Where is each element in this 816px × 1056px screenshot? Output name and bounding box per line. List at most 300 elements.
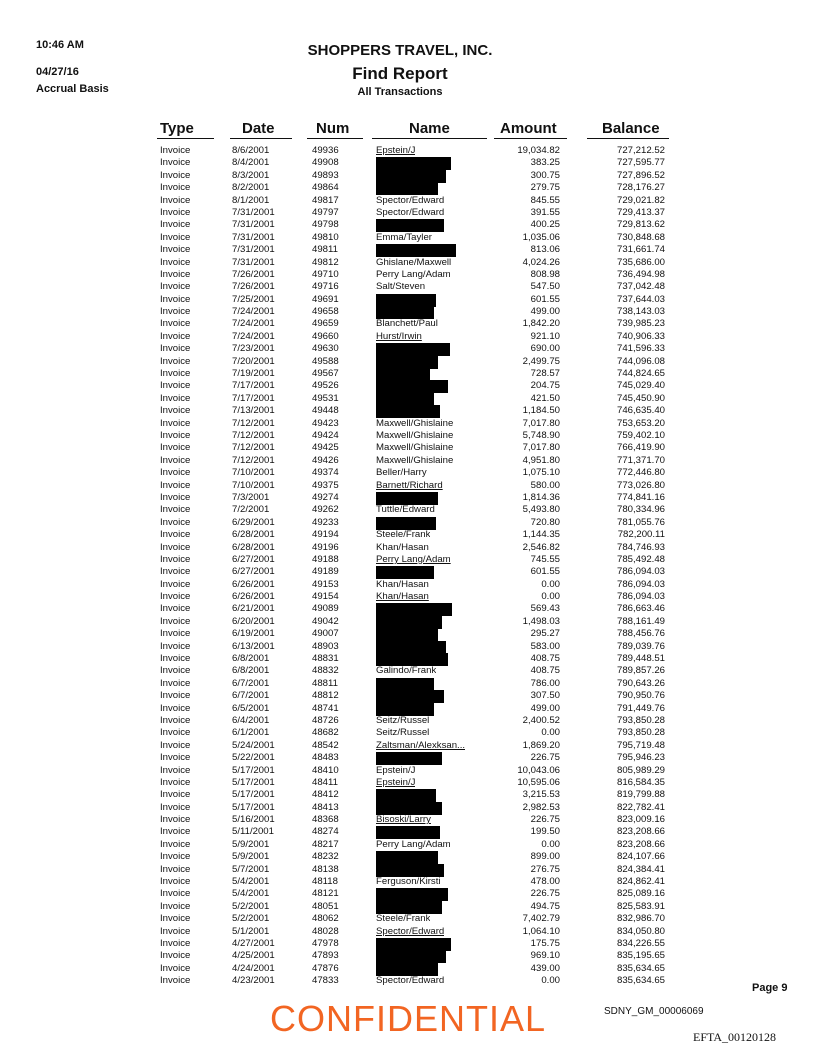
cell-name: Galindo/Frank	[376, 665, 437, 677]
cell-date: 4/23/2001	[232, 975, 275, 987]
cell-num: 49425	[312, 442, 339, 454]
cell-balance: 771,371.70	[616, 454, 665, 466]
cell-date: 5/4/2001	[232, 876, 270, 888]
table-row	[0, 913, 816, 925]
cell-date: 5/16/2001	[232, 814, 275, 826]
cell-type: Invoice	[160, 653, 191, 665]
cell-num: 49531	[312, 392, 339, 404]
report-subtitle: All Transactions	[357, 86, 443, 98]
cell-num: 49153	[312, 578, 339, 590]
cell-type: Invoice	[160, 566, 191, 578]
table-row	[0, 356, 816, 368]
cell-num: 49660	[312, 330, 339, 342]
cell-balance: 790,643.26	[616, 677, 665, 689]
cell-balance: 786,094.03	[616, 591, 665, 603]
redaction-block	[376, 244, 456, 257]
cell-balance: 745,450.90	[616, 392, 665, 404]
cell-num: 49007	[312, 628, 339, 640]
cell-amount: 580.00	[530, 479, 560, 491]
cell-amount: 204.75	[530, 380, 560, 392]
column-header-name: Name	[409, 120, 450, 137]
cell-num: 49526	[312, 380, 339, 392]
cell-date: 5/2/2001	[232, 900, 270, 912]
cell-amount: 808.98	[530, 268, 560, 280]
cell-balance: 739,985.23	[616, 318, 665, 330]
cell-type: Invoice	[160, 268, 191, 280]
cell-balance: 786,663.46	[616, 603, 665, 615]
redaction-block	[376, 864, 444, 877]
cell-date: 5/22/2001	[232, 752, 275, 764]
cell-balance: 795,946.23	[616, 752, 665, 764]
cell-type: Invoice	[160, 392, 191, 404]
table-row	[0, 628, 816, 640]
cell-balance: 824,384.41	[616, 863, 665, 875]
cell-num: 49042	[312, 615, 339, 627]
cell-name: Hurst/Irwin	[376, 330, 422, 342]
cell-type: Invoice	[160, 244, 191, 256]
cell-date: 6/19/2001	[232, 628, 275, 640]
table-row	[0, 455, 816, 467]
cell-type: Invoice	[160, 467, 191, 479]
cell-num: 49811	[312, 244, 338, 256]
cell-type: Invoice	[160, 826, 191, 838]
cell-date: 7/10/2001	[232, 467, 275, 479]
cell-type: Invoice	[160, 591, 191, 603]
cell-num: 47833	[312, 975, 339, 987]
cell-amount: 0.00	[541, 727, 560, 739]
cell-amount: 400.25	[530, 219, 560, 231]
cell-name: Barnett/Richard	[376, 479, 443, 491]
cell-date: 6/27/2001	[232, 566, 275, 578]
redaction-block	[376, 294, 436, 307]
cell-balance: 786,094.03	[616, 578, 665, 590]
redaction-block	[376, 703, 434, 716]
cell-date: 8/2/2001	[232, 182, 270, 194]
cell-balance: 741,596.33	[616, 343, 665, 355]
cell-name: Salt/Steven	[376, 281, 426, 293]
cell-type: Invoice	[160, 888, 191, 900]
cell-num: 49196	[312, 541, 339, 553]
table-row	[0, 901, 816, 913]
cell-type: Invoice	[160, 764, 191, 776]
cell-balance: 738,143.03	[616, 306, 665, 318]
cell-num: 48118	[312, 876, 338, 888]
table-row	[0, 963, 816, 975]
cell-name: Khan/Hasan	[376, 578, 429, 590]
table-row	[0, 864, 816, 876]
cell-date: 8/1/2001	[232, 194, 270, 206]
cell-amount: 601.55	[530, 566, 560, 578]
redaction-block	[376, 157, 451, 170]
cell-balance: 793,850.28	[616, 714, 665, 726]
cell-amount: 226.75	[530, 888, 560, 900]
cell-date: 7/24/2001	[232, 318, 275, 330]
cell-type: Invoice	[160, 318, 191, 330]
cell-amount: 547.50	[530, 281, 560, 293]
cell-num: 48028	[312, 925, 339, 937]
cell-balance: 823,208.66	[616, 838, 665, 850]
cell-num: 48741	[312, 702, 339, 714]
cell-amount: 2,982.53	[522, 801, 560, 813]
cell-date: 5/24/2001	[232, 739, 275, 751]
cell-date: 5/4/2001	[232, 888, 270, 900]
redaction-block	[376, 851, 438, 864]
table-row	[0, 318, 816, 330]
cell-type: Invoice	[160, 442, 191, 454]
cell-amount: 300.75	[530, 169, 560, 181]
table-row	[0, 418, 816, 430]
cell-type: Invoice	[160, 938, 191, 949]
table-row	[0, 765, 816, 777]
column-header-balance: Balance	[602, 120, 660, 137]
cell-name: Tuttle/Edward	[376, 504, 435, 516]
cell-type: Invoice	[160, 876, 191, 888]
cell-balance: 823,208.66	[616, 826, 665, 838]
cell-date: 5/2/2001	[232, 913, 270, 925]
cell-date: 8/6/2001	[232, 145, 270, 156]
cell-date: 6/28/2001	[232, 541, 275, 553]
cell-date: 6/4/2001	[232, 714, 270, 726]
cell-name: Blanchett/Paul	[376, 318, 438, 330]
table-row	[0, 554, 816, 566]
cell-balance: 774,841.16	[616, 491, 665, 503]
cell-num: 49567	[312, 368, 339, 380]
cell-num: 47978	[312, 938, 339, 949]
cell-amount: 408.75	[530, 665, 560, 677]
cell-balance: 785,492.48	[616, 553, 665, 565]
cell-amount: 0.00	[541, 975, 560, 987]
cell-date: 6/26/2001	[232, 591, 275, 603]
cell-date: 7/25/2001	[232, 293, 275, 305]
cell-amount: 10,595.06	[517, 776, 560, 788]
table-row	[0, 603, 816, 615]
cell-date: 6/13/2001	[232, 640, 275, 652]
cell-amount: 499.00	[530, 702, 560, 714]
table-row	[0, 975, 816, 987]
cell-balance: 737,644.03	[616, 293, 665, 305]
cell-amount: 1,498.03	[522, 615, 560, 627]
redaction-block	[376, 802, 442, 815]
cell-name: Spector/Edward	[376, 194, 445, 206]
cell-amount: 307.50	[530, 690, 560, 702]
cell-date: 7/12/2001	[232, 417, 275, 429]
cell-balance: 789,448.51	[616, 653, 665, 665]
report-basis: Accrual Basis	[36, 83, 109, 95]
cell-amount: 19,034.82	[517, 145, 560, 156]
cell-balance: 772,446.80	[616, 467, 665, 479]
cell-type: Invoice	[160, 368, 191, 380]
cell-amount: 1,869.20	[522, 739, 560, 751]
cell-type: Invoice	[160, 789, 191, 801]
cell-date: 4/27/2001	[232, 938, 275, 949]
redaction-block	[376, 393, 434, 406]
table-row	[0, 529, 816, 541]
cell-balance: 746,635.40	[616, 405, 665, 417]
cell-num: 48062	[312, 913, 339, 925]
cell-type: Invoice	[160, 851, 191, 863]
cell-balance: 740,906.33	[616, 330, 665, 342]
cell-balance: 823,009.16	[616, 814, 665, 826]
cell-date: 4/25/2001	[232, 950, 275, 962]
cell-balance: 824,862.41	[616, 876, 665, 888]
report-title: Find Report	[352, 64, 448, 83]
table-row	[0, 207, 816, 219]
cell-balance: 825,583.91	[616, 900, 665, 912]
report-time: 10:46 AM	[36, 39, 84, 51]
cell-balance: 790,950.76	[616, 690, 665, 702]
column-header-amount: Amount	[500, 120, 557, 137]
cell-date: 5/9/2001	[232, 838, 270, 850]
cell-amount: 4,024.26	[522, 256, 560, 268]
cell-balance: 780,334.96	[616, 504, 665, 516]
cell-num: 48232	[312, 851, 339, 863]
cell-type: Invoice	[160, 553, 191, 565]
cell-date: 7/31/2001	[232, 219, 275, 231]
cell-type: Invoice	[160, 380, 191, 392]
redaction-block	[376, 789, 436, 802]
redaction-block	[376, 901, 442, 914]
table-row	[0, 839, 816, 851]
cell-balance: 731,661.74	[616, 244, 665, 256]
cell-name: Maxwell/Ghislaine	[376, 417, 454, 429]
header-underline-balance	[587, 138, 669, 139]
cell-name: Steele/Frank	[376, 529, 431, 541]
cell-date: 6/8/2001	[232, 665, 270, 677]
cell-type: Invoice	[160, 293, 191, 305]
cell-balance: 791,449.76	[616, 702, 665, 714]
cell-balance: 819,799.88	[616, 789, 665, 801]
table-row	[0, 170, 816, 182]
cell-type: Invoice	[160, 615, 191, 627]
cell-name: Perry Lang/Adam	[376, 553, 451, 565]
cell-num: 48411	[312, 776, 338, 788]
cell-num: 48274	[312, 826, 339, 838]
table-row	[0, 343, 816, 355]
cell-num: 48831	[312, 653, 339, 665]
cell-type: Invoice	[160, 206, 191, 218]
cell-num: 48051	[312, 900, 339, 912]
cell-num: 48368	[312, 814, 339, 826]
cell-date: 6/8/2001	[232, 653, 270, 665]
table-row	[0, 566, 816, 578]
cell-date: 7/12/2001	[232, 454, 275, 466]
cell-num: 49810	[312, 231, 339, 243]
cell-type: Invoice	[160, 838, 191, 850]
cell-balance: 735,686.00	[616, 256, 665, 268]
table-row	[0, 157, 816, 169]
cell-amount: 2,400.52	[522, 714, 560, 726]
cell-balance: 824,107.66	[616, 851, 665, 863]
cell-date: 8/4/2001	[232, 157, 270, 169]
cell-name: Seitz/Russel	[376, 714, 430, 726]
cell-amount: 391.55	[530, 206, 560, 218]
cell-amount: 7,017.80	[522, 442, 560, 454]
cell-amount: 226.75	[530, 814, 560, 826]
cell-balance: 737,042.48	[616, 281, 665, 293]
redaction-block	[376, 306, 434, 319]
table-row	[0, 950, 816, 962]
cell-type: Invoice	[160, 343, 191, 355]
table-row	[0, 244, 816, 256]
cell-num: 49588	[312, 355, 339, 367]
table-row	[0, 616, 816, 628]
cell-type: Invoice	[160, 752, 191, 764]
cell-balance: 795,719.48	[616, 739, 665, 751]
cell-name: Perry Lang/Adam	[376, 268, 451, 280]
table-row	[0, 306, 816, 318]
cell-type: Invoice	[160, 925, 191, 937]
cell-date: 7/20/2001	[232, 355, 275, 367]
cell-date: 5/7/2001	[232, 863, 270, 875]
cell-date: 7/24/2001	[232, 306, 275, 318]
cell-amount: 1,814.36	[522, 491, 560, 503]
cell-type: Invoice	[160, 529, 191, 541]
column-header-date: Date	[242, 120, 275, 137]
cell-type: Invoice	[160, 417, 191, 429]
redaction-block	[376, 603, 452, 616]
redaction-block	[376, 405, 440, 418]
cell-type: Invoice	[160, 962, 191, 974]
cell-name: Epstein/J	[376, 776, 416, 788]
cell-type: Invoice	[160, 727, 191, 739]
cell-amount: 7,017.80	[522, 417, 560, 429]
table-row	[0, 492, 816, 504]
transaction-table	[0, 145, 816, 988]
cell-name: Perry Lang/Adam	[376, 838, 451, 850]
cell-balance: 793,850.28	[616, 727, 665, 739]
redaction-block	[376, 356, 438, 369]
table-row	[0, 579, 816, 591]
cell-type: Invoice	[160, 479, 191, 491]
cell-amount: 276.75	[530, 863, 560, 875]
cell-num: 49812	[312, 256, 339, 268]
cell-num: 48811	[312, 677, 338, 689]
cell-amount: 2,499.75	[522, 355, 560, 367]
redaction-block	[376, 517, 436, 530]
cell-num: 49936	[312, 145, 339, 156]
cell-num: 49423	[312, 417, 339, 429]
header-underline-date	[230, 138, 292, 139]
table-row	[0, 182, 816, 194]
cell-type: Invoice	[160, 578, 191, 590]
table-row	[0, 294, 816, 306]
table-row	[0, 442, 816, 454]
cell-balance: 835,195.65	[616, 950, 665, 962]
cell-date: 6/27/2001	[232, 553, 275, 565]
table-row	[0, 777, 816, 789]
cell-num: 48121	[312, 888, 339, 900]
cell-amount: 10,043.06	[517, 764, 560, 776]
table-row	[0, 542, 816, 554]
cell-type: Invoice	[160, 541, 191, 553]
header-underline-amount	[494, 138, 567, 139]
cell-date: 7/17/2001	[232, 392, 275, 404]
cell-date: 7/12/2001	[232, 429, 275, 441]
cell-date: 6/21/2001	[232, 603, 275, 615]
cell-balance: 730,848.68	[616, 231, 665, 243]
cell-type: Invoice	[160, 516, 191, 528]
cell-type: Invoice	[160, 157, 191, 169]
cell-type: Invoice	[160, 145, 191, 156]
cell-type: Invoice	[160, 330, 191, 342]
cell-balance: 822,782.41	[616, 801, 665, 813]
cell-amount: 1,842.20	[522, 318, 560, 330]
redaction-block	[376, 616, 442, 629]
cell-balance: 759,402.10	[616, 429, 665, 441]
cell-balance: 784,746.93	[616, 541, 665, 553]
cell-num: 48832	[312, 665, 339, 677]
cell-date: 6/20/2001	[232, 615, 275, 627]
cell-type: Invoice	[160, 194, 191, 206]
cell-amount: 226.75	[530, 752, 560, 764]
cell-date: 5/9/2001	[232, 851, 270, 863]
cell-type: Invoice	[160, 256, 191, 268]
cell-num: 47893	[312, 950, 339, 962]
cell-date: 5/11/2001	[232, 826, 274, 838]
cell-num: 48903	[312, 640, 339, 652]
cell-num: 49154	[312, 591, 339, 603]
table-row	[0, 665, 816, 677]
cell-amount: 0.00	[541, 591, 560, 603]
header-underline-num	[307, 138, 363, 139]
cell-type: Invoice	[160, 219, 191, 231]
cell-num: 49262	[312, 504, 339, 516]
cell-num: 49710	[312, 268, 339, 280]
cell-type: Invoice	[160, 714, 191, 726]
cell-amount: 969.10	[530, 950, 560, 962]
cell-type: Invoice	[160, 306, 191, 318]
redaction-block	[376, 219, 444, 232]
cell-amount: 813.06	[530, 244, 560, 256]
cell-date: 6/7/2001	[232, 677, 270, 689]
cell-balance: 786,094.03	[616, 566, 665, 578]
cell-balance: 835,634.65	[616, 975, 665, 987]
cell-balance: 766,419.90	[616, 442, 665, 454]
cell-name: Epstein/J	[376, 145, 416, 156]
cell-date: 7/31/2001	[232, 256, 275, 268]
cell-amount: 279.75	[530, 182, 560, 194]
cell-num: 48542	[312, 739, 339, 751]
cell-num: 48217	[312, 838, 339, 850]
cell-num: 48682	[312, 727, 339, 739]
cell-name: Zaltsman/Alexksan...	[376, 739, 466, 751]
cell-amount: 0.00	[541, 838, 560, 850]
cell-type: Invoice	[160, 900, 191, 912]
redaction-block	[376, 368, 430, 381]
cell-date: 6/5/2001	[232, 702, 270, 714]
cell-num: 48410	[312, 764, 339, 776]
table-row	[0, 380, 816, 392]
cell-amount: 1,184.50	[522, 405, 560, 417]
efta-number: EFTA_00120128	[693, 1030, 777, 1044]
cell-amount: 3,215.53	[522, 789, 560, 801]
cell-type: Invoice	[160, 355, 191, 367]
cell-amount: 728.57	[530, 368, 560, 380]
cell-num: 48413	[312, 801, 339, 813]
cell-num: 49426	[312, 454, 339, 466]
cell-type: Invoice	[160, 429, 191, 441]
cell-amount: 720.80	[530, 516, 560, 528]
cell-name: Spector/Edward	[376, 925, 445, 937]
cell-num: 49659	[312, 318, 339, 330]
cell-balance: 788,456.76	[616, 628, 665, 640]
table-row	[0, 851, 816, 863]
cell-date: 6/26/2001	[232, 578, 275, 590]
redaction-block	[376, 938, 451, 951]
table-row	[0, 715, 816, 727]
cell-date: 5/17/2001	[232, 764, 275, 776]
cell-num: 49375	[312, 479, 339, 491]
